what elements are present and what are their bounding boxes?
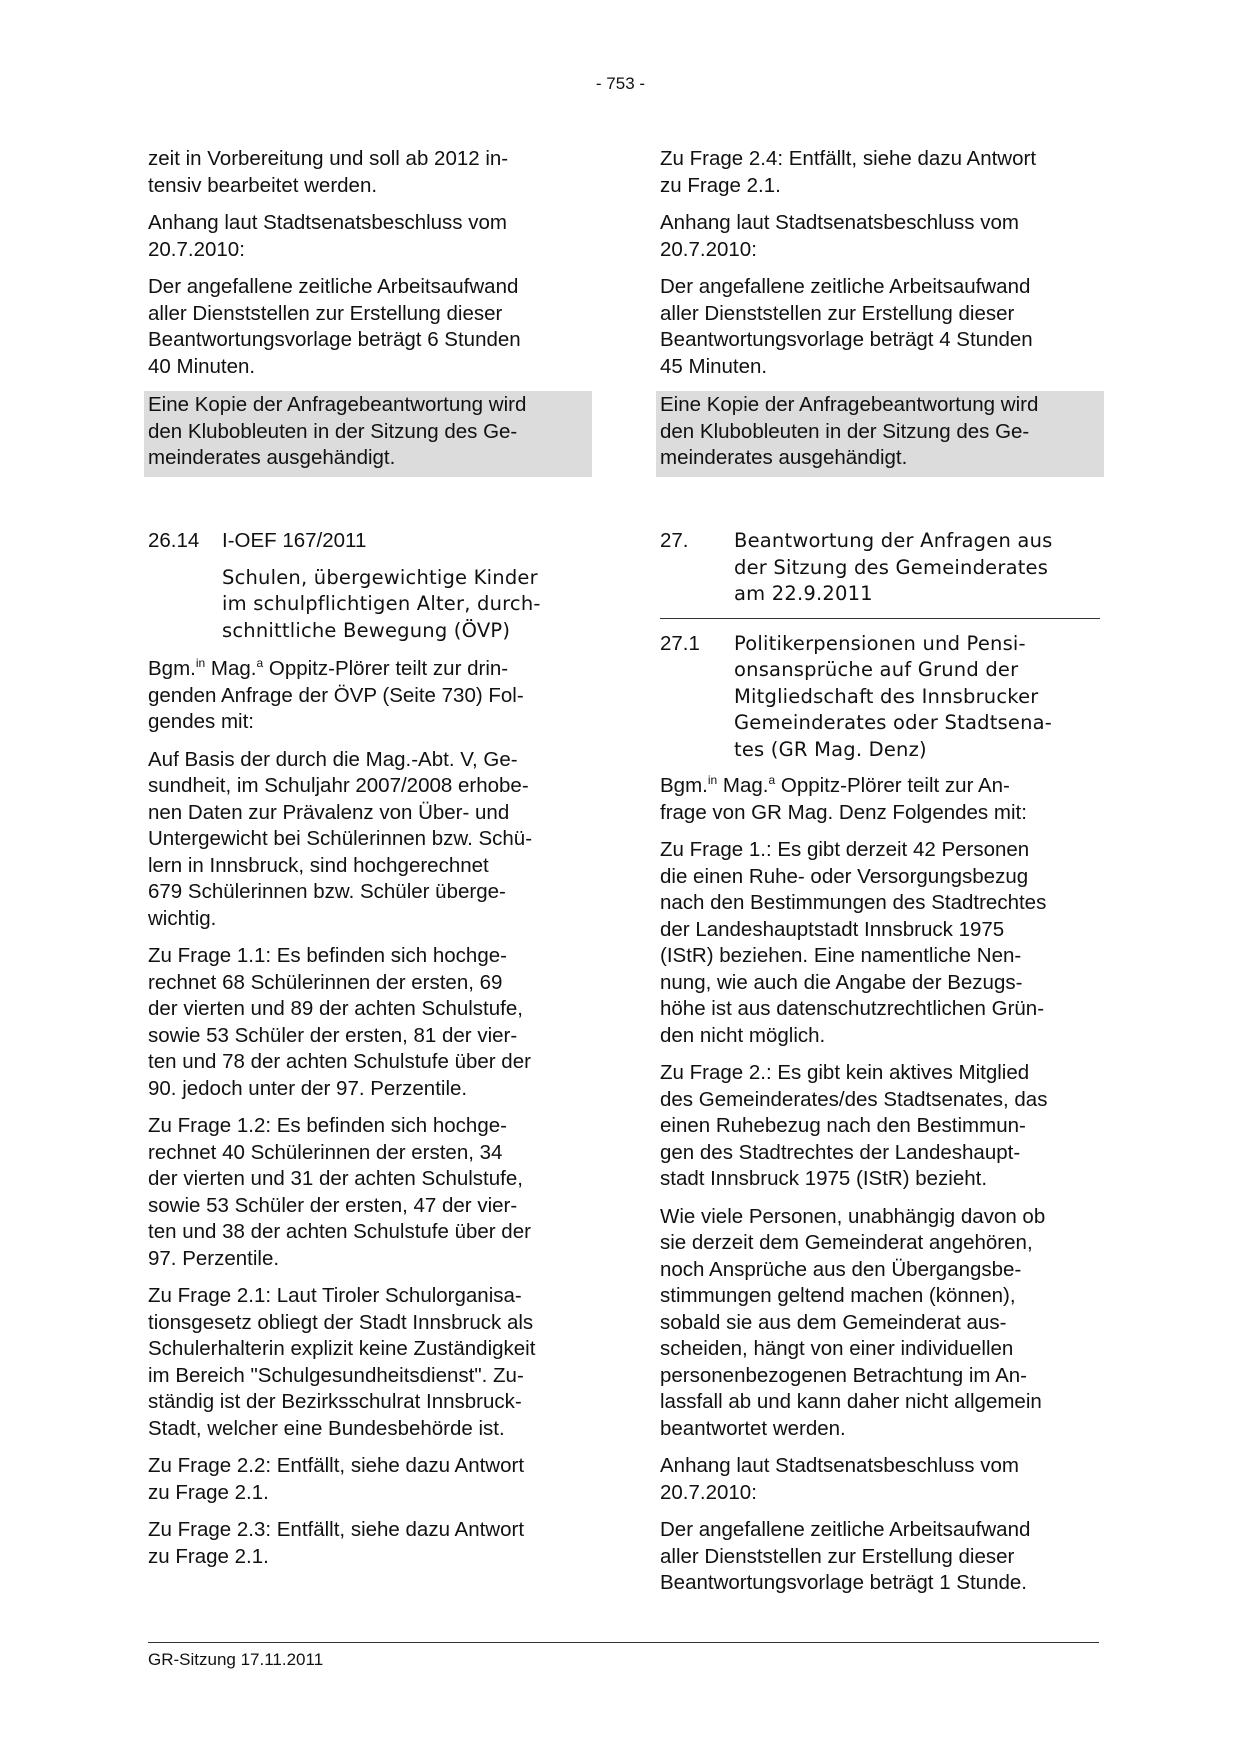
section-code: I-OEF 167/2011: [222, 529, 367, 552]
intro-paragraph: Bgm.$^{in}$ Mag.$^a$ Oppitz-Plörer teilt zur An- frage von GR Mag. Denz Folgendes mit:: [660, 773, 1027, 824]
section-number: 26.14: [148, 529, 200, 552]
paragraph: Zu Frage 2.2: Entfällt, siehe dazu Antwort zu Frage 2.1.: [148, 1454, 525, 1504]
paragraph: Zu Frage 2.: Es gibt kein aktives Mitglied des Gemeinderates/des Stadtsenates, das einen Ruhebezug nach den Bestimmun- gen des Stadtrechtes der Landeshaupt- stadt Innsbruck 1975 (IStR) bezieht.: [660, 1061, 1048, 1190]
intro-paragraph: Bgm.$^{in}$ Mag.$^a$ Oppitz-Plörer teilt zur drin- genden Anfrage der ÖVP (Seite 730) Fol- gendes mit:: [148, 656, 524, 733]
section-heading: [660, 528, 1100, 608]
section-heading: [148, 528, 588, 555]
section-27: [660, 528, 1100, 1608]
paragraph: Der angefallene zeitliche Arbeitsaufwand aller Dienststellen zur Erstellung dieser Beantwortungsvorlage beträgt 1 Stunde.: [660, 1518, 1031, 1594]
divider: [660, 618, 1100, 619]
paragraph: Anhang laut Stadtsenatsbeschluss vom 20.7.2010:: [660, 211, 1019, 261]
paragraph: Zu Frage 1.1: Es befinden sich hochge- rechnet 68 Schülerinnen der ersten, 69 der vierten und 89 der achten Schulstufe, sowie 53 Schüler der ersten, 81 der vier- ten und 78 der achten Schulstufe über der 90. jedoch unter der 97. Perzentile.: [148, 944, 531, 1100]
paragraph: Anhang laut Stadtsenatsbeschluss vom 20.7.2010:: [660, 1454, 1019, 1504]
footer: GR-Sitzung 17.11.2011: [148, 1650, 324, 1669]
section-title: Politikerpensionen und Pensi- onsansprüche auf Grund der Mitgliedschaft des Innsbrucker Gemeinderates oder Stadtsena- tes (GR Mag. Denz): [734, 631, 1053, 761]
paragraph: Zu Frage 2.4: Entfällt, siehe dazu Antwort zu Frage 2.1.: [660, 147, 1037, 197]
paragraph: Wie viele Personen, unabhängig davon ob sie derzeit dem Gemeinderat angehören, noch Ansprüche aus den Übergangsbe- stimmungen geltend machen (können), sobald sie aus dem Gemeinderat aus- scheiden, hängt von einer individuellen personenbezogenen Betrachtung im An- lassfall ab und kann daher nicht allgemein beantwortet werden.: [660, 1204, 1046, 1440]
paragraph: Der angefallene zeitliche Arbeitsaufwand aller Dienststellen zur Erstellung dieser Beantwortungsvorlage beträgt 4 Stunden 45 Minuten.: [660, 275, 1033, 378]
top-left-block: [148, 146, 588, 488]
page-number: - 753 -: [595, 74, 646, 93]
top-right-block: [660, 146, 1100, 488]
section-26-14: [148, 528, 588, 1581]
section-title: Beantwortung der Anfragen aus der Sitzung des Gemeinderates am 22.9.2011: [734, 529, 1053, 605]
paragraph: zeit in Vorbereitung und soll ab 2012 in- tensiv bearbeitet werden.: [148, 147, 509, 197]
section-subject: Schulen, übergewichtige Kinder im schulpflichtigen Alter, durch- schnittliche Bewegung (ÖVP): [222, 565, 541, 642]
footer-divider: [148, 1642, 1099, 1643]
subsection-heading: [660, 631, 1100, 764]
paragraph: Anhang laut Stadtsenatsbeschluss vom 20.7.2010:: [148, 211, 507, 261]
shaded-notice: Eine Kopie der Anfragebeantwortung wird den Klubobleuten in der Sitzung des Ge- meinderates ausgehändigt.: [144, 391, 592, 477]
paragraph: Zu Frage 1.2: Es befinden sich hochge- rechnet 40 Schülerinnen der ersten, 34 der vierten und 31 der achten Schulstufe, sowie 53 Schüler der ersten, 47 der vier- ten und 38 der achten Schulstufe über der 97. Perzentile.: [148, 1114, 531, 1270]
paragraph: Zu Frage 2.1: Laut Tiroler Schulorganisa- tionsgesetz obliegt der Stadt Innsbruck als Schulerhalterin explizit keine Zuständigkeit im Bereich "Schulgesundheitsdienst". Zu- ständig ist der Bezirksschulrat Innsbruck- Stadt, welcher eine Bundesbehörde ist.: [148, 1284, 536, 1440]
paragraph: Der angefallene zeitliche Arbeitsaufwand aller Dienststellen zur Erstellung dieser Beantwortungsvorlage beträgt 6 Stunden 40 Minuten.: [148, 275, 521, 378]
section-number: 27.: [660, 529, 689, 552]
shaded-notice: Eine Kopie der Anfragebeantwortung wird den Klubobleuten in der Sitzung des Ge- meinderates ausgehändigt.: [656, 391, 1104, 477]
paragraph: Auf Basis der durch die Mag.-Abt. V, Ge- sundheit, im Schuljahr 2007/2008 erhobe- nen Daten zur Prävalenz von Über- und Untergewicht bei Schülerinnen bzw. Schü- lern in Innsbruck, sind hochgerechnet 679 Schülerinnen bzw. Schüler überge- wichtig.: [148, 747, 533, 930]
paragraph: Zu Frage 2.3: Entfällt, siehe dazu Antwort zu Frage 2.1.: [148, 1518, 525, 1568]
paragraph: Zu Frage 1.: Es gibt derzeit 42 Personen die einen Ruhe- oder Versorgungsbezug nach den Bestimmungen des Stadtrechtes der Landeshauptstadt Innsbruck 1975 (IStR) beziehen. Eine namentliche Nen- nung, wie auch die Angabe der Bezugs- höhe ist aus datenschutzrechtlichen Grün- den nicht möglich.: [660, 838, 1047, 1047]
section-number: 27.1: [660, 631, 700, 655]
